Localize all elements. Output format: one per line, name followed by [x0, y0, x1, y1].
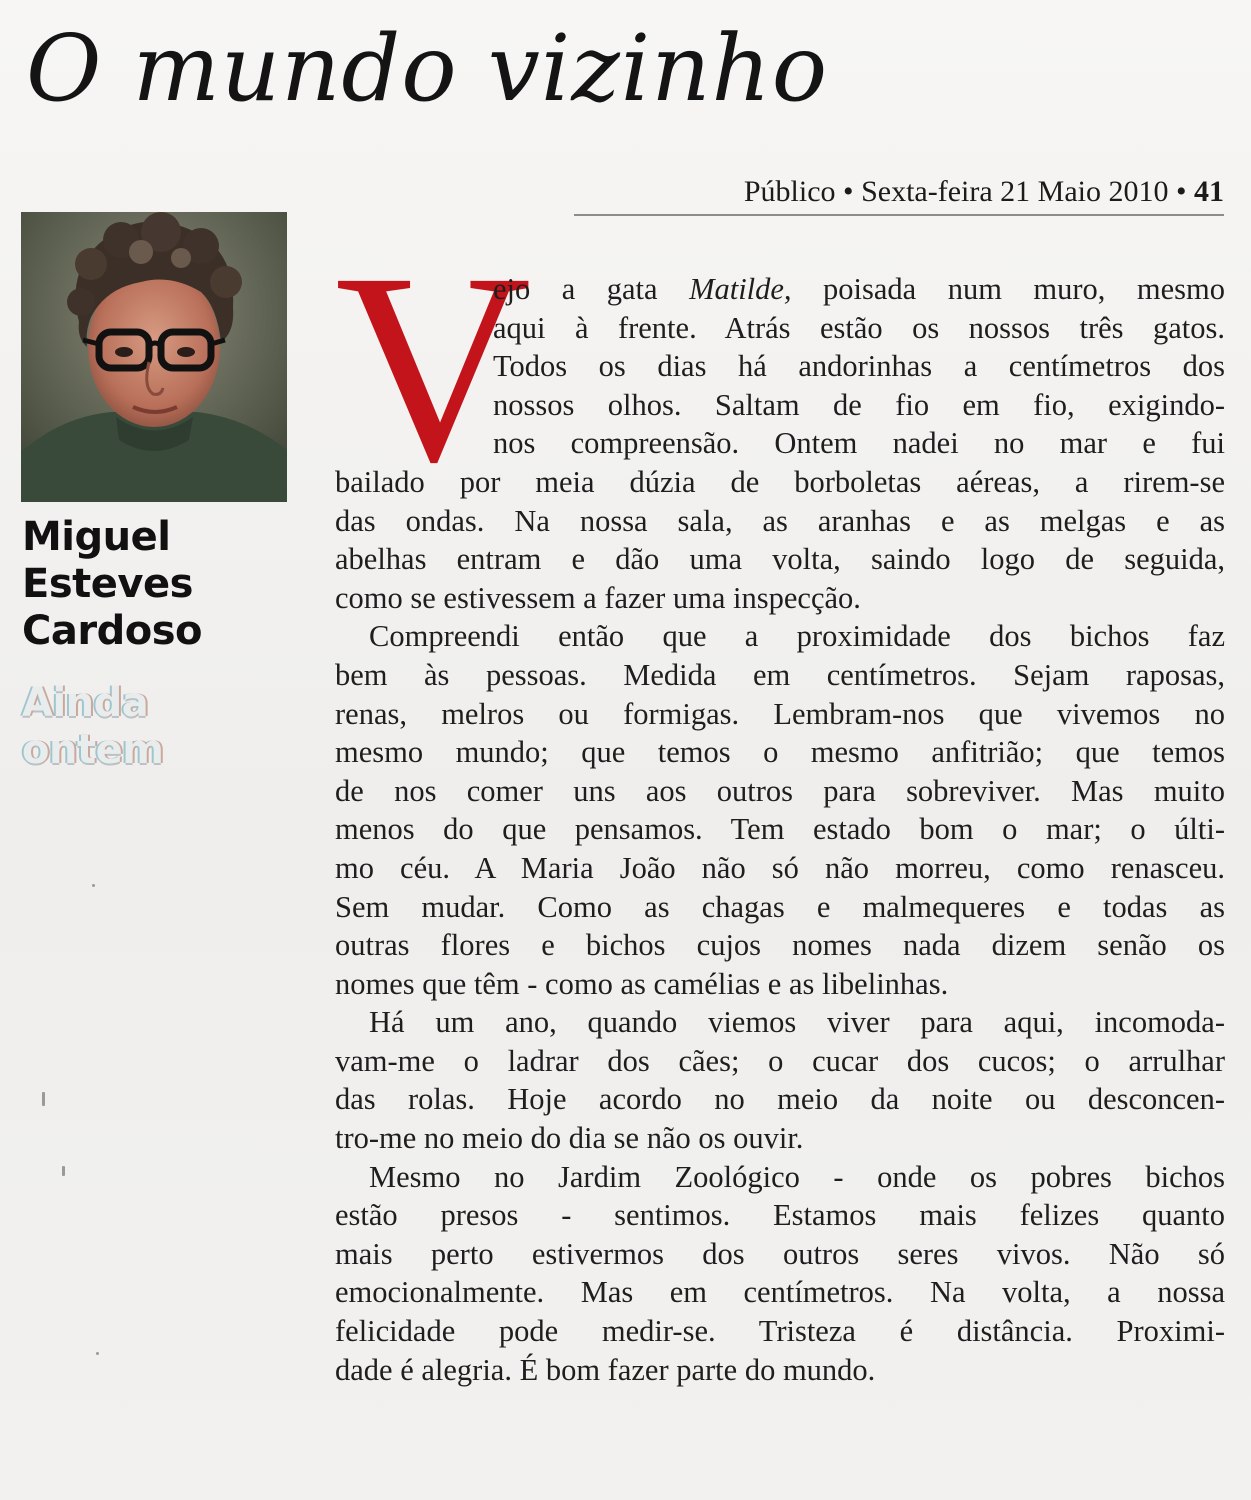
author-last-name: Cardoso: [22, 608, 202, 654]
article-line: como se estivessem a fazer uma inspecção.: [335, 580, 861, 615]
article-line: das ondas. Na nossa sala, as aranhas e as melgas e as: [335, 503, 1225, 538]
article-line: vam-me o ladrar dos cães; o cucar dos cucos; o arrulhar: [335, 1043, 1225, 1078]
paper-speck: [92, 884, 95, 887]
article-line: Mesmo no Jardim Zoológico - onde os pobres bichos: [369, 1159, 1225, 1194]
article-title: O mundo vizinho: [26, 15, 829, 122]
author-name: [22, 514, 302, 655]
article-line: de nos comer uns aos outros para sobreviver. Mas muito: [335, 773, 1225, 808]
column-name-line: Ainda: [22, 680, 149, 726]
separator: •: [1175, 175, 1187, 208]
separator: •: [843, 175, 854, 208]
article-line: felicidade pode medir-se. Tristeza é distância. Proximi-: [335, 1314, 1225, 1349]
paper-speck: [96, 1352, 99, 1355]
article-line: tro-me no meio do dia se não os ouvir.: [335, 1121, 804, 1156]
article-line: Há um ano, quando viemos viver para aqui, incomoda-: [369, 1005, 1225, 1040]
drop-cap: V: [335, 217, 532, 518]
article-line: Compreendi então que a proximidade dos bichos faz: [369, 619, 1225, 654]
column-name: [22, 680, 302, 774]
article-line: abelhas entram e dão uma volta, saindo logo de seguida,: [335, 542, 1225, 577]
publication-date: Sexta-feira 21 Maio 2010: [861, 175, 1169, 208]
article-line: dade é alegria. É bom fazer parte do mundo.: [335, 1352, 876, 1387]
article-line: mais perto estivermos dos outros seres vivos. Não só: [335, 1236, 1225, 1271]
article-line: mesmo mundo; que temos o mesmo anfitrião; que temos: [335, 735, 1225, 770]
paper-speck: [42, 1092, 45, 1106]
author-middle-name: Esteves: [22, 561, 193, 607]
article-line: bailado por meia dúzia de borboletas aéreas, a rirem-se: [335, 464, 1225, 499]
article-line: estão presos - sentimos. Estamos mais felizes quanto: [335, 1198, 1225, 1233]
article-line: nos compreensão. Ontem nadei no mar e fui: [493, 426, 1225, 461]
article-line: das rolas. Hoje acordo no meio da noite ou desconcen-: [335, 1082, 1225, 1117]
article-line: ejo a gata Matilde, poisada num muro, mesmo: [493, 272, 1226, 306]
article-line: nossos olhos. Saltam de fio em fio, exigindo-: [493, 387, 1225, 422]
author-photo: [21, 212, 287, 502]
author-first-name: Miguel: [22, 514, 171, 560]
column-name-line: ontem: [22, 727, 164, 773]
article-line: mo céu. A Maria João não só não morreu, como renasceu.: [335, 850, 1225, 885]
article-body: [335, 270, 1225, 1389]
article-line: menos do que pensamos. Tem estado bom o mar; o últi-: [335, 812, 1225, 847]
article-line: emocionalmente. Mas em centímetros. Na volta, a nossa: [335, 1275, 1225, 1310]
publication-line: [574, 170, 1224, 216]
article-line: Todos os dias há andorinhas a centímetros dos: [493, 349, 1225, 384]
publication-name: Público: [743, 175, 836, 208]
article-line: bem às pessoas. Medida em centímetros. Sejam raposas,: [335, 657, 1225, 692]
article-line: Sem mudar. Como as chagas e malmequeres e todas as: [335, 889, 1225, 924]
article-line: outras flores e bichos cujos nomes nada dizem senão os: [335, 928, 1225, 963]
article-line: nomes que têm - como as camélias e as libelinhas.: [335, 966, 949, 1001]
article-line: aqui à frente. Atrás estão os nossos três gatos.: [493, 310, 1225, 345]
page-number: 41: [1194, 175, 1224, 208]
paper-speck: [62, 1166, 65, 1176]
article-line: renas, melros ou formigas. Lembram-nos que vivemos no: [335, 696, 1225, 731]
